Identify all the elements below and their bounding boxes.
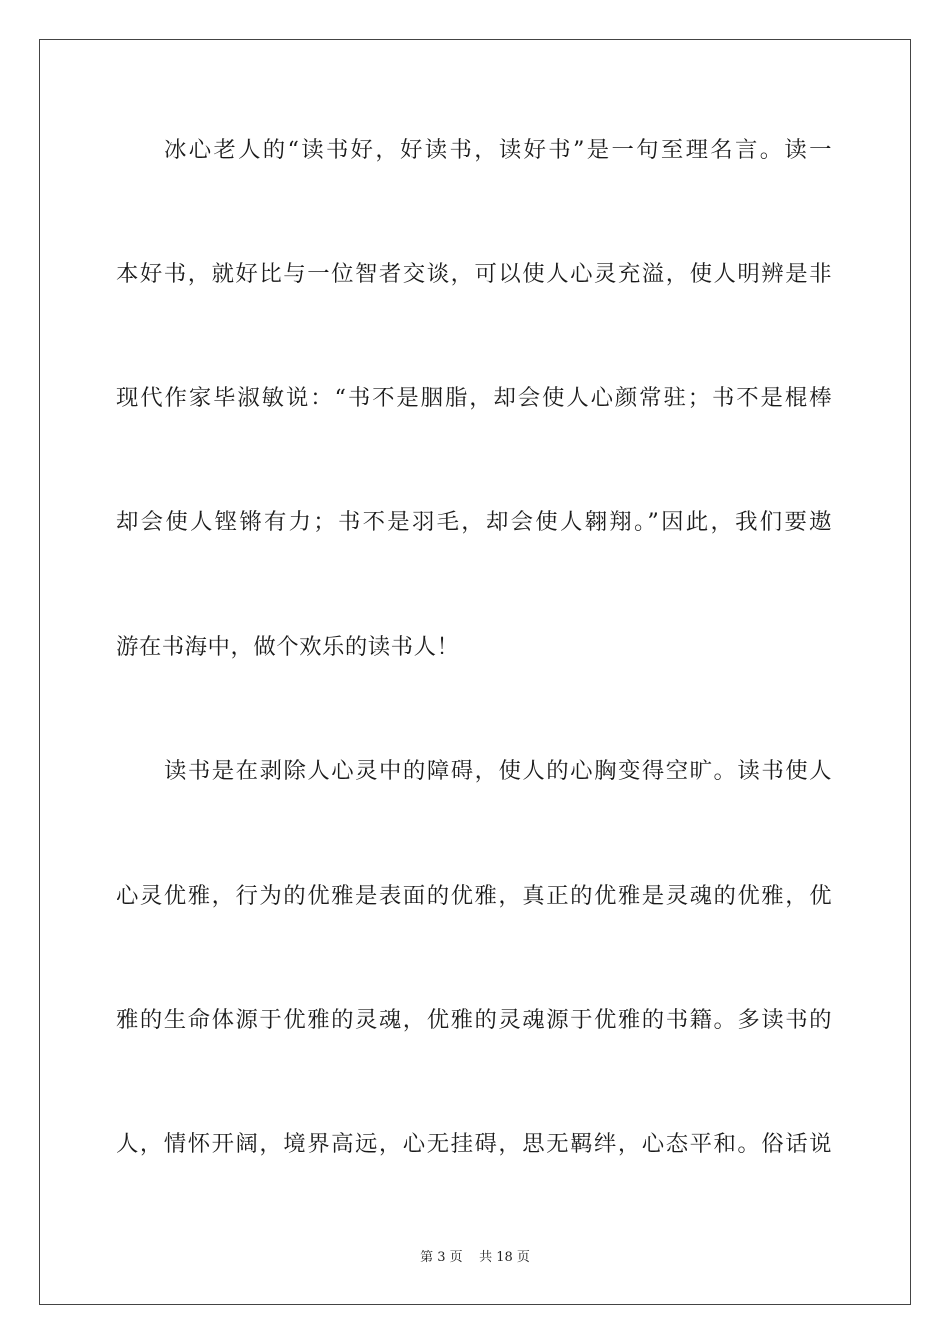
page-border	[39, 39, 911, 1305]
text-line-9: 人，情怀开阔，境界高远，心无挂碍，思无羁绊，心态平和。俗话说	[116, 1131, 832, 1157]
text-line-4: 却会使人铿锵有力；书不是羽毛，却会使人翱翔。”因此，我们要遨	[116, 509, 832, 535]
text-line-1: 冰心老人的“读书好，好读书，读好书”是一句至理名言。读一	[164, 137, 832, 163]
page-number-footer: 第 3 页 共 18 页	[420, 1250, 530, 1265]
text-line-8: 雅的生命体源于优雅的灵魂，优雅的灵魂源于优雅的书籍。多读书的	[116, 1007, 832, 1033]
text-line-5: 游在书海中，做个欢乐的读书人！	[116, 634, 460, 660]
text-line-3: 现代作家毕淑敏说：“书不是胭脂，却会使人心颜常驻；书不是棍棒	[116, 385, 832, 411]
text-line-2: 本好书，就好比与一位智者交谈，可以使人心灵充溢，使人明辨是非	[116, 261, 832, 287]
text-line-6: 读书是在剥除人心灵中的障碍，使人的心胸变得空旷。读书使人	[164, 758, 832, 784]
text-line-7: 心灵优雅，行为的优雅是表面的优雅，真正的优雅是灵魂的优雅，优	[116, 883, 832, 909]
